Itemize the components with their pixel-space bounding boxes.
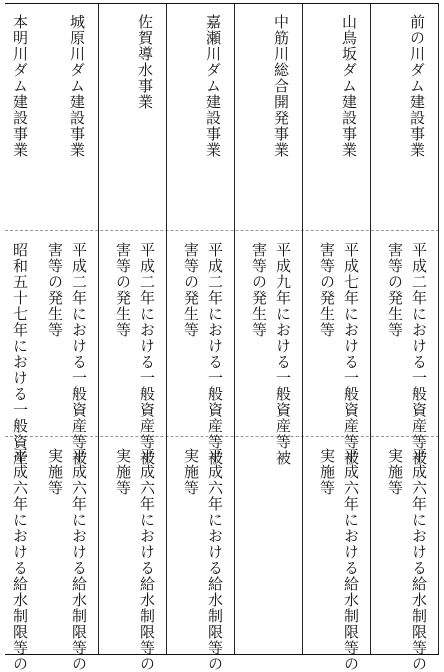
- supply-condition-line2: 実施等: [182, 448, 200, 496]
- supply-condition-line1: 平成六年における給水制限等の: [410, 448, 428, 672]
- project-column-kasegawa: [167, 4, 235, 672]
- supply-condition-line1: 平成六年における給水制限等の: [206, 448, 224, 672]
- damage-condition-line2: 害等の発生等: [318, 242, 336, 338]
- damage-condition-line1: 昭和五十七年における一般資産: [11, 242, 29, 466]
- project-name: 城原川ダム建設事業: [68, 14, 86, 158]
- project-name: 嘉瀬川ダム建設事業: [204, 14, 222, 158]
- supply-condition-line2: 実施等: [46, 448, 64, 496]
- damage-condition-line1: 平成二年における一般資産等被: [410, 242, 428, 466]
- damage-condition-line1: 平成二年における一般資産等被: [138, 242, 156, 466]
- damage-condition-line1: 平成二年における一般資産等被: [70, 242, 88, 466]
- damage-condition-line1: 平成九年における一般資産等被: [274, 242, 292, 466]
- project-table: [5, 3, 439, 672]
- damage-condition-line2: 害等の発生等: [182, 242, 200, 338]
- supply-condition-line1: 平成六年における給水制限等の: [138, 448, 156, 672]
- project-column-honmyougawa: [5, 4, 31, 672]
- project-name: 本明川ダム建設事業: [11, 14, 29, 158]
- project-column-nakasujigawa: [235, 4, 303, 654]
- supply-condition-line1: 平成六年における給水制限等の: [11, 448, 29, 672]
- project-name: 中筋川総合開発事業: [272, 14, 290, 158]
- damage-condition-line2: 害等の発生等: [114, 242, 132, 338]
- supply-condition-line1: 平成六年における給水制限等の: [70, 448, 88, 672]
- project-column-jyoubarugawa: [31, 4, 99, 672]
- damage-condition-line2: 害等の発生等: [250, 242, 268, 338]
- project-column-yamatosaka: [303, 4, 371, 672]
- project-name: 佐賀導水事業: [136, 14, 154, 110]
- supply-condition-line1: 平成六年における給水制限等の: [342, 448, 360, 672]
- damage-condition-line2: 害等の発生等: [386, 242, 404, 338]
- damage-condition-line2: 害等の発生等: [46, 242, 64, 338]
- damage-condition-line1: 平成二年における一般資産等被: [206, 242, 224, 466]
- damage-condition-line1: 平成七年における一般資産等被: [342, 242, 360, 466]
- project-column-saga-dousui: [99, 4, 167, 672]
- project-name: 前の川ダム建設事業: [408, 14, 426, 158]
- supply-condition-line2: 実施等: [114, 448, 132, 496]
- project-column-maenokawa: [371, 4, 439, 672]
- project-name: 山鳥坂ダム建設事業: [340, 14, 358, 158]
- supply-condition-line2: 実施等: [318, 448, 336, 496]
- supply-condition-line2: 実施等: [386, 448, 404, 496]
